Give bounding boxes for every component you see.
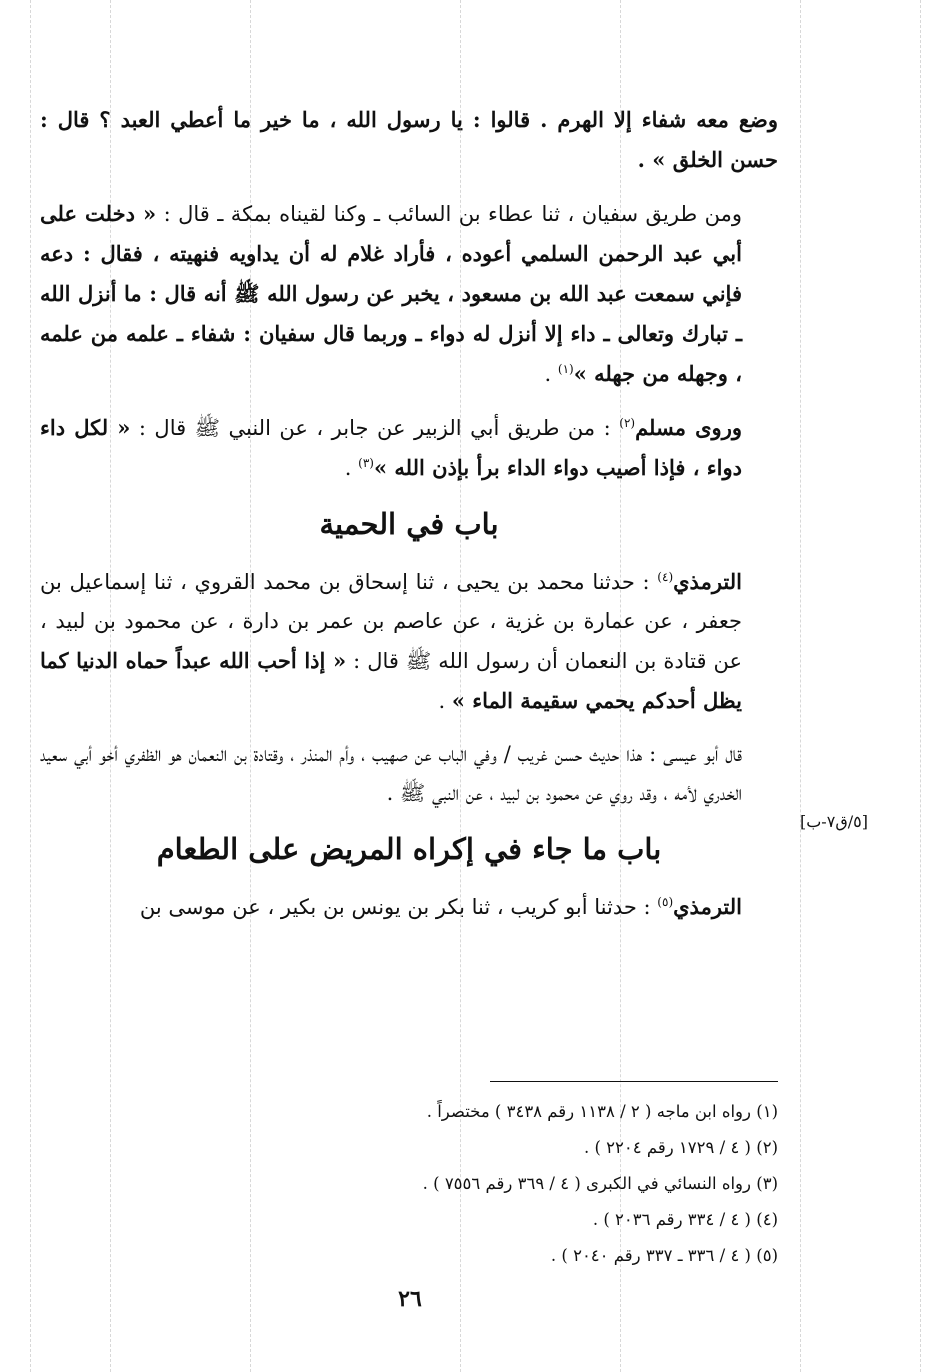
isnad-text: : حدثنا أبو كريب ، ثنا بكر بن يونس بن بكير ، عن موسى بن bbox=[139, 895, 658, 919]
page-number: ٢٦ bbox=[398, 1286, 422, 1312]
paragraph-6 bbox=[40, 887, 778, 927]
commentary-text: قال أبو عيسى : هذا حديث حسن غريب / وفي الباب عن صهيب ، وأم المنذر ، وقتادة بن النعمان هو الظفري أخو أبي سعيد الخدري لأمه ، وقد روي عن محمود بن لبيد ، عن النبي ﷺ . bbox=[40, 742, 742, 805]
source-name: الترمذي bbox=[673, 569, 742, 594]
footnotes bbox=[200, 1094, 778, 1274]
footnote-ref[interactable]: (٥) bbox=[657, 895, 674, 909]
section-heading: باب في الحمية bbox=[319, 507, 499, 541]
isnad-text: : حدثنا محمد بن يحيى ، ثنا إسحاق بن محمد القروي ، ثنا إسماعيل بن جعفر ، عن عمارة بن غزية ، عن عاصم بن عمر بن دارة ، عن محمود بن لبيد ، عن قتادة بن النعمان أن رسول الله ﷺ قال : bbox=[40, 570, 743, 673]
footnote: (٣) رواه النسائي في الكبرى ( ٤ / ٣٦٩ رقم ٧٥٥٦ ) . bbox=[422, 1174, 778, 1193]
paragraph-1 bbox=[40, 100, 778, 180]
footnote: (٤) ( ٤ / ٣٣٤ رقم ٢٠٣٦ ) . bbox=[592, 1210, 778, 1229]
footnote: (١) رواه ابن ماجه ( ٢ / ١١٣٨ رقم ٣٤٣٨ ) مختصراً . bbox=[426, 1102, 778, 1121]
paragraph-3: وروى مسلم$^{(٢)}$ : من طريق أبي الزبير عن جابر ، عن النبي ﷺ قال : « لكل داء دواء ، فإذا أصيب دواء الداء برأ بإذن الله »$^{(٣)}$ . bbox=[40, 415, 742, 480]
paragraph-5 bbox=[40, 735, 778, 813]
footnote: (٥) ( ٤ / ٣٣٦ ـ ٣٣٧ رقم ٢٠٤٠ ) . bbox=[550, 1246, 778, 1265]
source-name: وروى مسلم bbox=[635, 415, 742, 440]
source-name: الترمذي bbox=[673, 894, 742, 919]
footnote-separator bbox=[490, 1081, 778, 1082]
section-heading: باب ما جاء في إكراه المريض على الطعام bbox=[156, 832, 662, 866]
footnote-ref[interactable]: (٣) bbox=[358, 456, 374, 470]
paragraph-2: ومن طريق سفيان ، ثنا عطاء بن السائب ـ وكنا لقيناه بمكة ـ قال : « دخلت على أبي عبد الرحمن السلمي أعوده ، فأراد غلام له أن يداويه فنهيته ، فقال : دعه فإني سمعت عبد الله بن مسعود ، يخبر عن رسول الله ﷺ أنه قال : ما أنزل الله ـ تبارك وتعالى ـ داء إلا أنزل له دواء ـ وربما قال سفيان : شفاء ـ علمه من علمه ، وجهله من جهله »$^{(١)}$ . bbox=[40, 201, 742, 386]
page-body bbox=[40, 100, 778, 941]
hadith-text: وضع معه شفاء إلا الهرم . قالوا : يا رسول الله ، ما خير ما أعطي العبد ؟ قال : حسن الخلق » . bbox=[40, 107, 778, 172]
footnote-ref[interactable]: (٢) bbox=[619, 416, 636, 430]
footnote-ref[interactable]: (١) bbox=[557, 362, 574, 376]
footnote: (٢) ( ٤ / ١٧٢٩ رقم ٢٢٠٤ ) . bbox=[583, 1138, 778, 1157]
isnad-text: ومن طريق سفيان ، ثنا عطاء بن السائب ـ وكنا لقيناه بمكة ـ قال : bbox=[156, 202, 742, 226]
footnote-ref[interactable]: (٤) bbox=[657, 570, 674, 584]
hadith-text: « دخلت على أبي عبد الرحمن السلمي أعوده ، فأراد غلام له أن يداويه فنهيته ، فقال : دعه فإني سمعت عبد الله بن مسعود ، يخبر عن رسول الله ﷺ أنه قال : ما أنزل الله ـ تبارك وتعالى ـ داء إلا أنزل له دواء ـ وربما قال سفيان : شفاء ـ علمه من علمه ، وجهله من جهله » bbox=[40, 201, 742, 386]
hadith-text: « إذا أحب الله عبداً حماه الدنيا كما يظل أحدكم يحمي سقيمة الماء » bbox=[40, 648, 742, 713]
isnad-text: : من طريق أبي الزبير عن جابر ، عن النبي ﷺ قال : bbox=[130, 416, 620, 440]
paragraph-4: الترمذي$^{(٤)}$ : حدثنا محمد بن يحيى ، ثنا إسحاق بن محمد القروي ، ثنا إسماعيل بن جعفر ، عن عمارة بن غزية ، عن عاصم بن عمر بن دارة ، عن محمود بن لبيد ، عن قتادة بن النعمان أن رسول الله ﷺ قال : « إذا أحب الله عبداً حماه الدنيا كما يظل أحدكم يحمي سقيمة الماء » . bbox=[40, 569, 743, 713]
hadith-text: « لكل داء دواء ، فإذا أصيب دواء الداء برأ بإذن الله » bbox=[40, 415, 742, 480]
manuscript-folio-note: [٥/ق٧-ب] bbox=[800, 812, 868, 831]
